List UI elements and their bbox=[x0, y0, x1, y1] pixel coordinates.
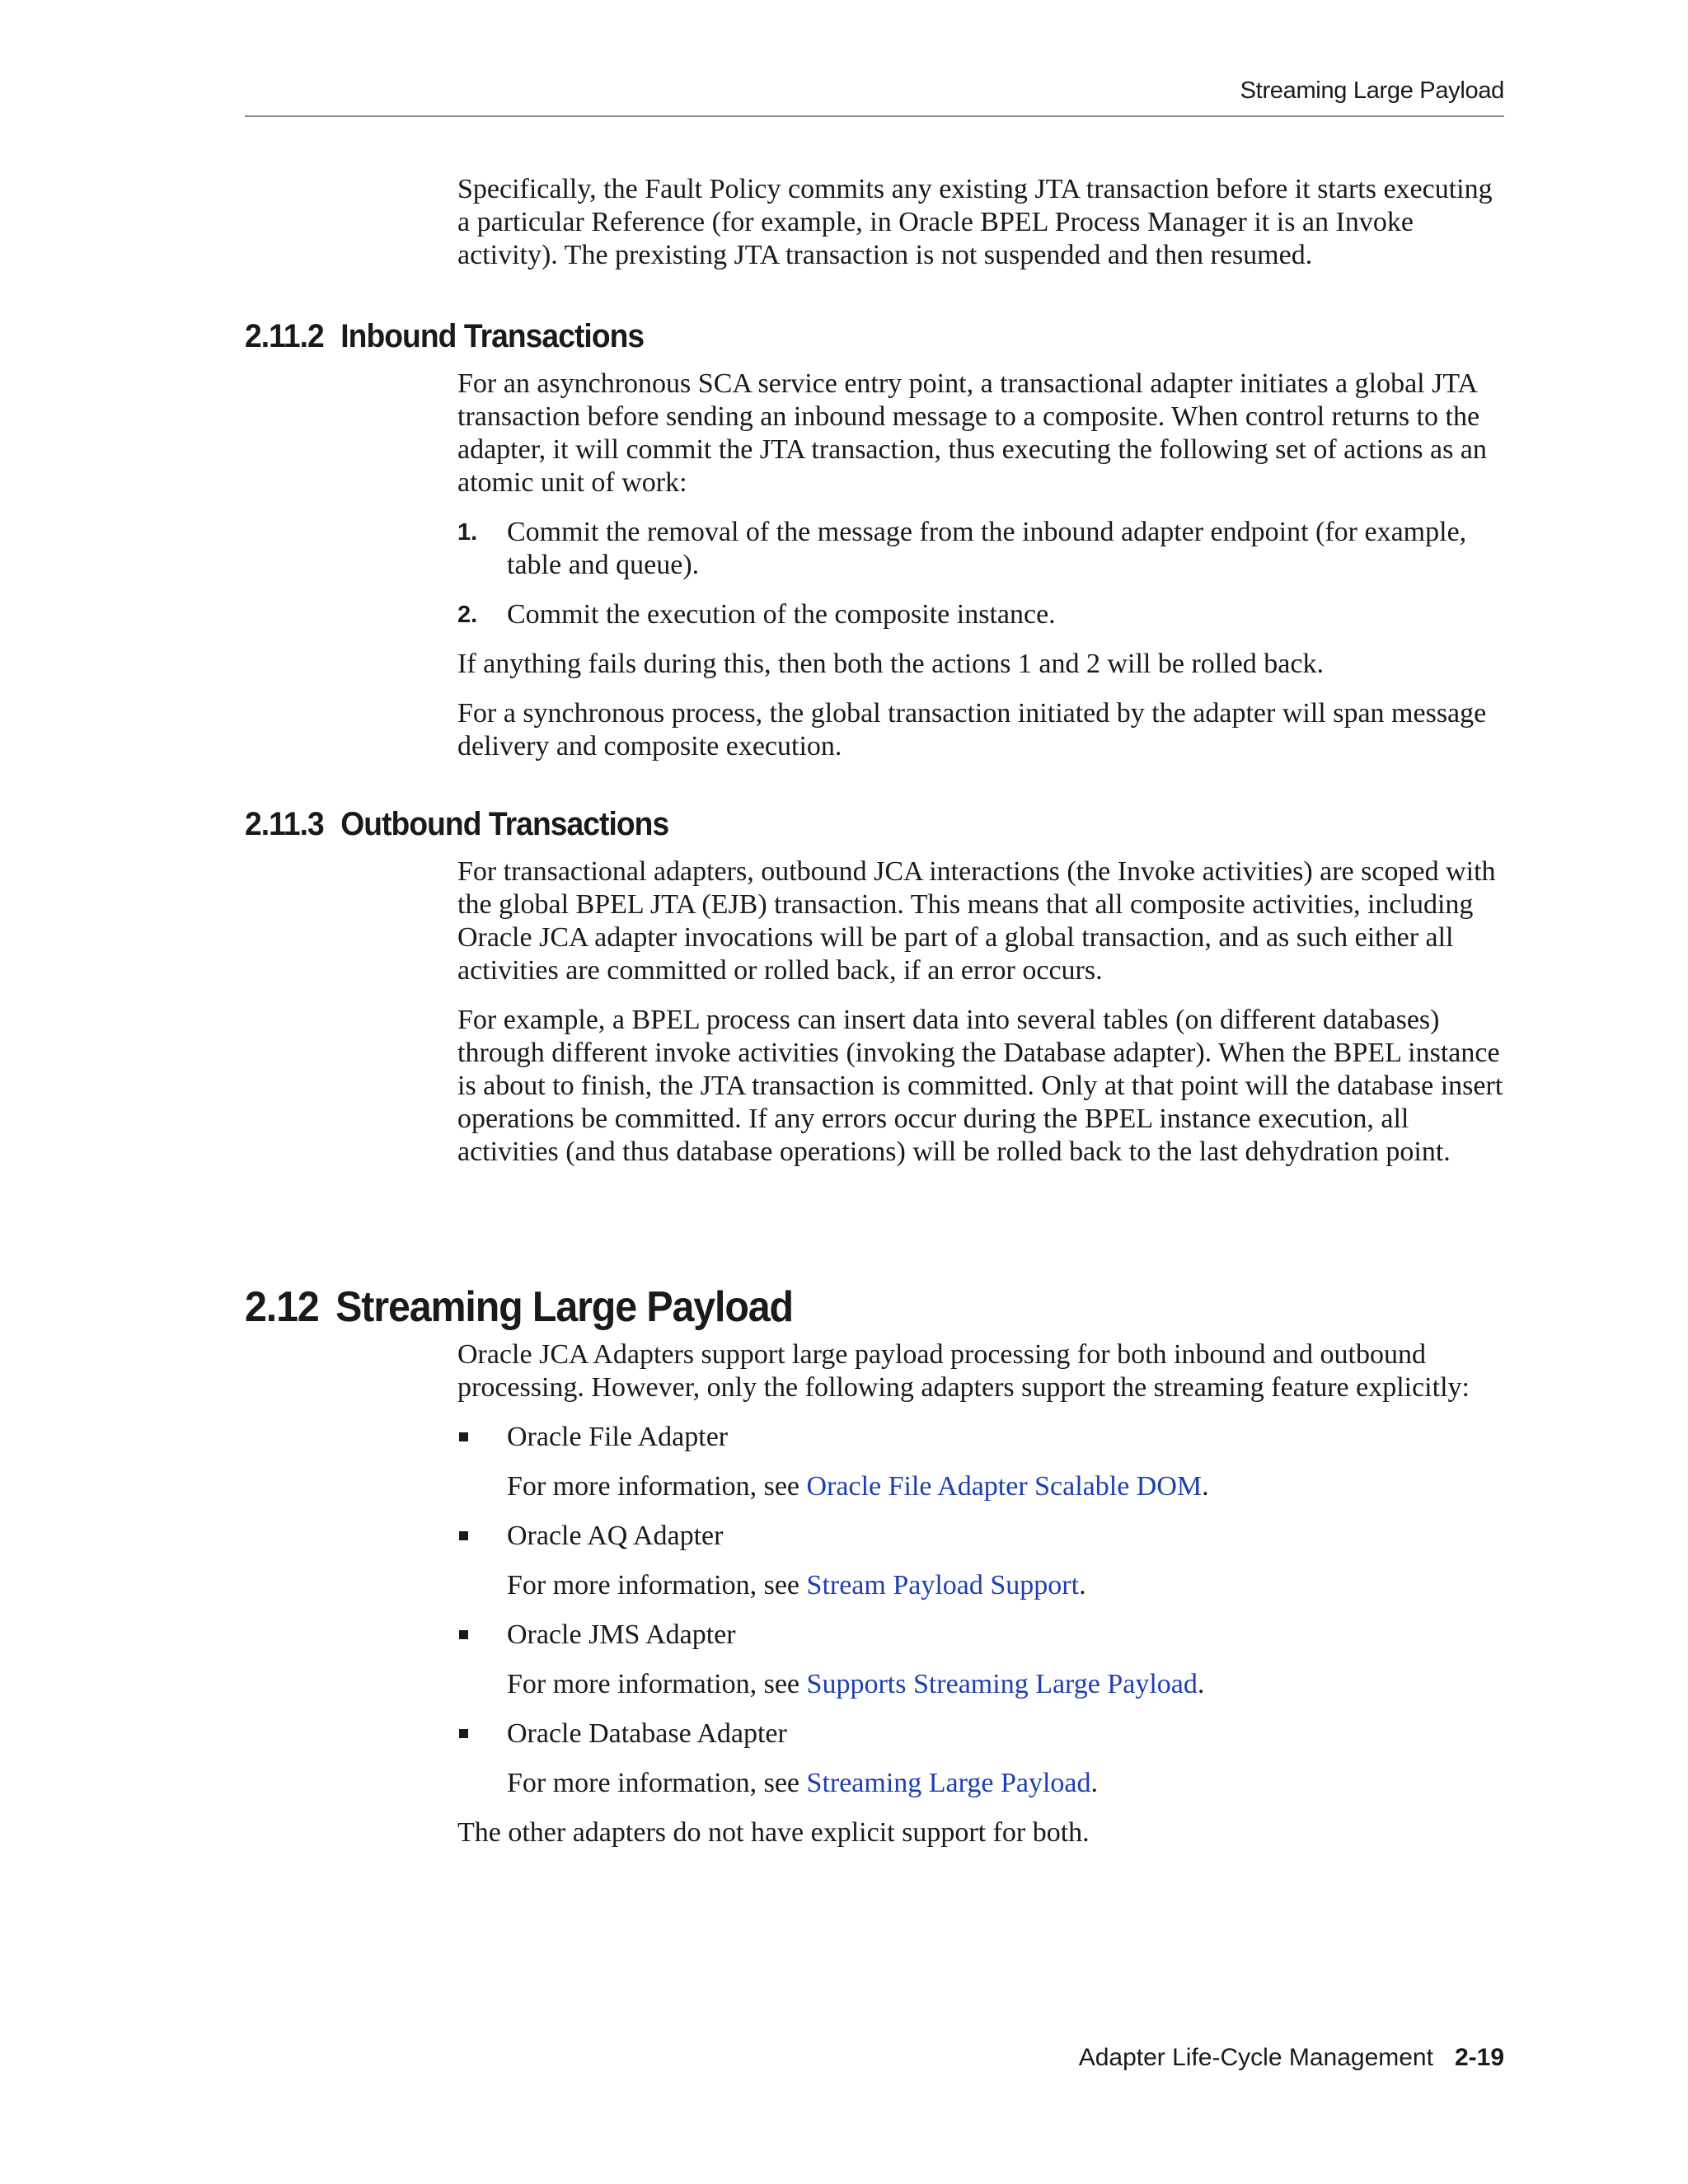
streaming-block bbox=[457, 1338, 1508, 1849]
more-info-suffix: . bbox=[1202, 1471, 1209, 1502]
section-number: 2.11.2 bbox=[245, 318, 324, 354]
bullet-icon bbox=[459, 1729, 468, 1738]
section-title: Inbound Transactions bbox=[340, 318, 645, 354]
list-item bbox=[457, 1619, 1508, 1701]
more-info-prefix: For more information, see bbox=[507, 1768, 807, 1798]
footer-chapter-title: Adapter Life-Cycle Management bbox=[1078, 2044, 1433, 2071]
link-stream-payload-support[interactable]: Stream Payload Support bbox=[806, 1570, 1080, 1601]
list-item bbox=[457, 1421, 1508, 1503]
link-streaming-large-payload[interactable]: Streaming Large Payload bbox=[806, 1768, 1091, 1798]
section-heading-inbound bbox=[245, 318, 644, 355]
more-info-line bbox=[507, 1470, 1508, 1503]
intro-paragraph: Specifically, the Fault Policy commits any existing JTA transaction before it starts executing a particular Reference (for example, in Oracle BPEL Process Manager it is an Invoke activity). The prexisting JTA transaction is not suspended and then resumed. bbox=[457, 174, 1493, 270]
more-info-line bbox=[507, 1668, 1508, 1701]
section-number: 2.11.3 bbox=[245, 806, 324, 842]
bullet-icon bbox=[459, 1432, 468, 1441]
running-header-title: Streaming Large Payload bbox=[1240, 77, 1504, 104]
more-info-prefix: For more information, see bbox=[507, 1669, 807, 1699]
adapter-name: Oracle Database Adapter bbox=[507, 1718, 787, 1749]
inbound-paragraph-2: If anything fails during this, then both the actions 1 and 2 will be rolled back. bbox=[457, 649, 1324, 679]
list-item bbox=[457, 598, 1508, 631]
section-number: 2.12 bbox=[245, 1283, 319, 1331]
list-item-text: Commit the removal of the message from the inbound adapter endpoint (for example, table and queue). bbox=[507, 517, 1467, 580]
streaming-paragraph-1: Oracle JCA Adapters support large payload processing for both inbound and outbound processing. However, only the following adapters support the streaming feature explicitly: bbox=[457, 1339, 1470, 1403]
inbound-block bbox=[457, 368, 1508, 763]
more-info-prefix: For more information, see bbox=[507, 1471, 807, 1502]
outbound-block bbox=[457, 855, 1508, 1169]
more-info-line bbox=[507, 1569, 1508, 1602]
section-heading-outbound bbox=[245, 806, 668, 843]
section-title: Streaming Large Payload bbox=[335, 1283, 793, 1331]
list-item bbox=[457, 1718, 1508, 1800]
list-number: 2. bbox=[457, 602, 478, 628]
adapter-name: Oracle JMS Adapter bbox=[507, 1619, 736, 1650]
list-item-text: Commit the execution of the composite instance. bbox=[507, 599, 1056, 630]
outbound-paragraph-2: For example, a BPEL process can insert data into several tables (on different databases) through different invoke activities (invoking the Database adapter). When the BPEL instance is about to finish, the JTA transaction is committed. Only at that point will the database insert operations be committed. If any errors occur during the BPEL instance execution, all activities (and thus database operations) will be rolled back to the last dehydration point. bbox=[457, 1005, 1503, 1167]
more-info-prefix: For more information, see bbox=[507, 1570, 807, 1601]
more-info-suffix: . bbox=[1197, 1669, 1205, 1699]
streaming-closing-paragraph: The other adapters do not have explicit support for both. bbox=[457, 1817, 1090, 1848]
section-heading-streaming bbox=[245, 1282, 793, 1332]
inbound-paragraph-1: For an asynchronous SCA service entry point, a transactional adapter initiates a global JTA transaction before sending an inbound message to a composite. When control returns to the adapter, it will commit the JTA transaction, thus executing the following set of actions as an atomic unit of work: bbox=[457, 368, 1487, 498]
adapter-name: Oracle AQ Adapter bbox=[507, 1521, 724, 1551]
intro-block bbox=[457, 173, 1508, 272]
adapter-name: Oracle File Adapter bbox=[507, 1422, 729, 1452]
bullet-icon bbox=[459, 1531, 468, 1540]
link-supports-streaming-large-payload[interactable]: Supports Streaming Large Payload bbox=[806, 1669, 1198, 1699]
running-header bbox=[245, 73, 1504, 117]
list-number: 1. bbox=[457, 519, 478, 546]
footer-page-number: 2-19 bbox=[1454, 2044, 1504, 2071]
more-info-suffix: . bbox=[1079, 1570, 1086, 1601]
outbound-paragraph-1: For transactional adapters, outbound JCA interactions (the Invoke activities) are scoped with the global BPEL JTA (EJB) transaction. This means that all composite activities, including Oracle JCA adapter invocations will be part of a global transaction, and as such either all activities are committed or rolled back, if an error occurs. bbox=[457, 856, 1496, 986]
page-footer bbox=[1079, 2044, 1504, 2072]
list-item bbox=[457, 516, 1508, 582]
bullet-icon bbox=[459, 1630, 468, 1639]
section-title: Outbound Transactions bbox=[340, 806, 669, 842]
more-info-suffix: . bbox=[1090, 1768, 1098, 1798]
link-file-adapter-scalable-dom[interactable]: Oracle File Adapter Scalable DOM bbox=[806, 1471, 1203, 1502]
list-item bbox=[457, 1520, 1508, 1602]
inbound-paragraph-3: For a synchronous process, the global transaction initiated by the adapter will span message delivery and composite execution. bbox=[457, 698, 1487, 762]
adapter-list bbox=[457, 1421, 1508, 1800]
inbound-steps-list bbox=[457, 516, 1508, 631]
more-info-line bbox=[507, 1767, 1508, 1800]
